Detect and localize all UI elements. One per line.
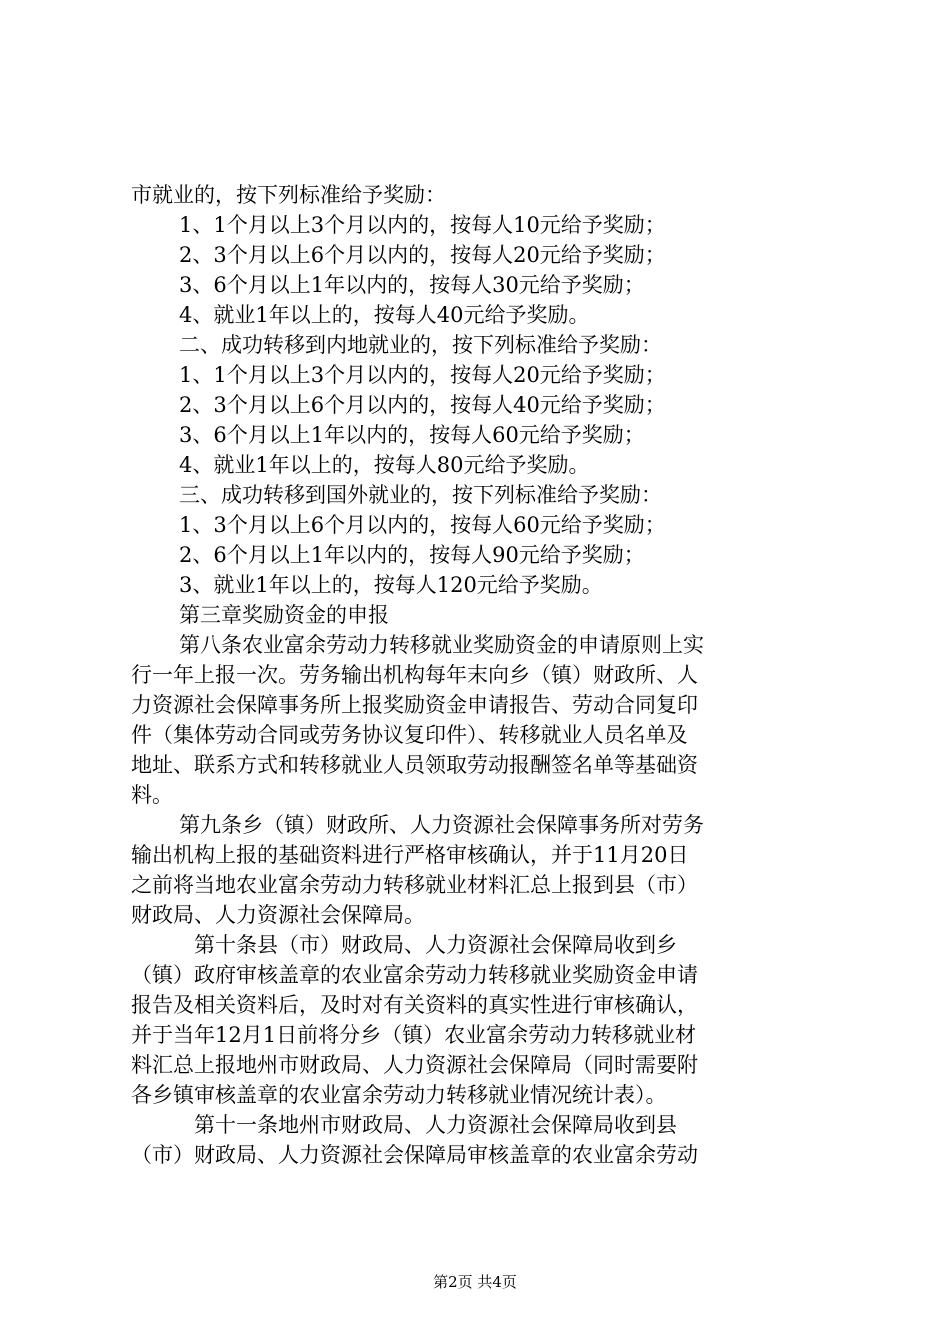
text-line: 报告及相关资料后，及时对有关资料的真实性进行审核确认， <box>131 993 698 1017</box>
text-line: 市就业的，按下列标准给予奖励： <box>131 183 446 207</box>
text-line: 2、3个月以上6个月以内的，按每人40元给予奖励； <box>179 393 666 417</box>
text-line: 并于当年12月1日前将分乡（镇）农业富余劳动力转移就业材 <box>131 1023 697 1047</box>
text-line: 二、成功转移到内地就业的，按下列标准给予奖励： <box>179 333 662 357</box>
text-line: 1、1个月以上3个月以内的，按每人10元给予奖励； <box>179 213 666 237</box>
page-footer: 第2页 共4页 <box>433 1273 517 1291</box>
text-line: 料汇总上报地州市财政局、人力资源社会保障局（同时需要附 <box>131 1053 698 1077</box>
text-line: 2、6个月以上1年以内的，按每人90元给予奖励； <box>179 543 645 567</box>
text-line: 3、6个月以上1年以内的，按每人30元给予奖励； <box>179 273 645 297</box>
text-line: 财政局、人力资源社会保障局。 <box>131 903 425 927</box>
text-line: 2、3个月以上6个月以内的，按每人20元给予奖励； <box>179 243 666 267</box>
text-line: 4、就业1年以上的，按每人40元给予奖励。 <box>179 303 590 327</box>
text-line: 第八条农业富余劳动力转移就业奖励资金的申请原则上实 <box>179 633 704 657</box>
text-line: 之前将当地农业富余劳动力转移就业材料汇总上报到县（市） <box>131 873 698 897</box>
text-line: 行一年上报一次。劳务输出机构每年末向乡（镇）财政所、人 <box>131 663 698 687</box>
text-line: 三、成功转移到国外就业的，按下列标准给予奖励： <box>179 483 662 507</box>
text-line: 1、3个月以上6个月以内的，按每人60元给予奖励； <box>179 513 666 537</box>
text-line: 第九条乡（镇）财政所、人力资源社会保障事务所对劳务 <box>179 813 704 837</box>
text-line: 3、就业1年以上的，按每人120元给予奖励。 <box>179 573 603 597</box>
text-line: 3、6个月以上1年以内的，按每人60元给予奖励； <box>179 423 645 447</box>
text-line: （市）财政局、人力资源社会保障局审核盖章的农业富余劳动 <box>131 1143 698 1167</box>
text-line: 料。 <box>131 783 173 807</box>
text-line: 4、就业1年以上的，按每人80元给予奖励。 <box>179 453 590 477</box>
text-line: 第十一条地州市财政局、人力资源社会保障局收到县 <box>194 1113 677 1137</box>
text-line: 输出机构上报的基础资料进行严格审核确认，并于11月20日 <box>131 843 689 867</box>
text-line: 第十条县（市）财政局、人力资源社会保障局收到乡 <box>194 933 677 957</box>
document-body <box>131 180 831 1170</box>
chapter-heading: 第三章奖励资金的申报 <box>179 603 389 627</box>
text-line: 地址、联系方式和转移就业人员领取劳动报酬签名单等基础资 <box>131 753 698 777</box>
text-line: 件（集体劳动合同或劳务协议复印件）、转移就业人员名单及 <box>131 723 688 747</box>
text-line: 各乡镇审核盖章的农业富余劳动力转移就业情况统计表）。 <box>131 1083 667 1107</box>
text-line: （镇）政府审核盖章的农业富余劳动力转移就业奖励资金申请 <box>131 963 698 987</box>
text-line: 力资源社会保障事务所上报奖励资金申请报告、劳动合同复印 <box>131 693 698 717</box>
text-line: 1、1个月以上3个月以内的，按每人20元给予奖励； <box>179 363 666 387</box>
